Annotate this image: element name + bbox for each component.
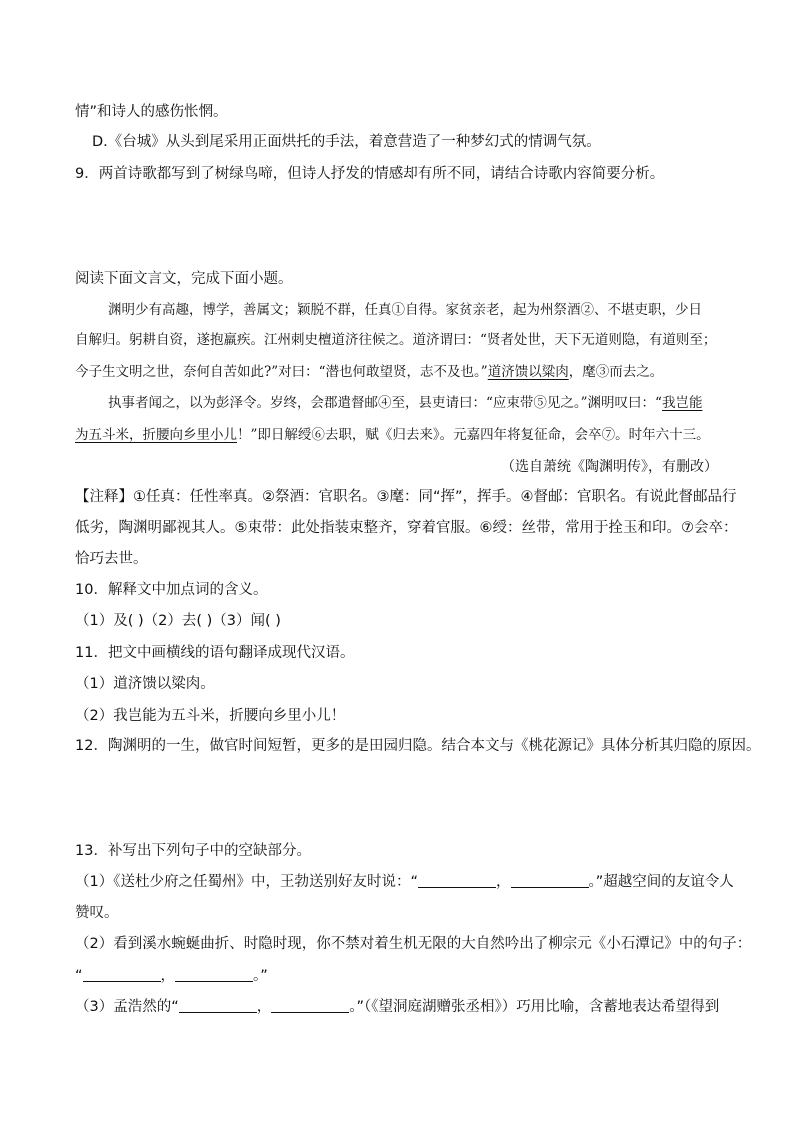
question-11-a: （1）道济馈以粱肉。	[75, 676, 215, 692]
passage-text: ！”即日解绶⑥去职，赋《归去来》。元嘉四年将复征命，会卒⑦。时年六十三。	[237, 427, 710, 443]
passage-line: 自解归。躬耕自资，遂抱羸疾。江州刺史檀道济往候之。道济谓曰：“贤者处世，天下无道则隐，有道则至；	[75, 332, 717, 348]
blank-field[interactable]	[271, 998, 349, 1013]
passage-text: 今子生文明之世，奈何自苦如此?”对曰：“潜也何敢望贤，志不及也。”	[75, 364, 488, 380]
question-13-2-blanks	[75, 966, 268, 986]
passage-source: （选自萧统《陶渊明传》，有删改）	[501, 459, 718, 475]
blank-field[interactable]	[83, 967, 161, 982]
q13-text: 。”	[253, 968, 268, 984]
q13-text: “	[75, 968, 83, 984]
question-13-2: （2）看到溪水蜿蜒曲折、时隐时现，你不禁对着生机无限的大自然吟出了柳宗元《小石潭记》中的句子：	[75, 936, 752, 952]
option-c-tail: 情”和诗人的感伤怅惘。	[75, 104, 228, 120]
question-11-b: （2）我岂能为五斗米，折腰向乡里小儿！	[75, 708, 346, 724]
question-13-1-cont: 赞叹。	[75, 905, 119, 921]
notes-line: 低劣，陶渊明鄙视其人。⑤束带：此处指装束整齐，穿着官服。⑥绶：丝带，常用于拴玉和印。⑦会卒：	[75, 520, 738, 536]
option-d: D.《台城》从头到尾采用正面烘托的手法，着意营造了一种梦幻式的情调气氛。	[92, 134, 601, 150]
passage-line	[108, 393, 702, 413]
reading-instruction: 阅读下面文言文，完成下面小题。	[75, 271, 293, 287]
passage-line	[75, 362, 663, 382]
q13-text: （1）《送杜少府之任蜀州》中，王勃送别好友时说：“	[75, 874, 418, 890]
passage-text: ，麾③而去之。	[568, 364, 664, 380]
notes-line: 【注释】①任真：任性率真。②祭酒：官职名。③麾：同“挥”，挥手。④督邮：官职名。有说此督邮品行	[75, 489, 737, 505]
passage-line	[75, 425, 710, 445]
q13-text: 。”（《望洞庭湖赠张丞相》）巧用比喻，含蓄地表达希望得到	[349, 999, 720, 1015]
question-13-1	[75, 872, 734, 892]
q13-text: ，	[160, 968, 176, 984]
question-10-items: （1）及( )（2）去( )（3）闻( )	[75, 613, 281, 629]
blank-field[interactable]	[175, 967, 253, 982]
question-13: 13．补写出下列句子中的空缺部分。	[75, 843, 311, 859]
passage-line: 渊明少有高趣，博学，善属文；颖脱不群，任真①自得。家贫亲老，起为州祭酒②、不堪吏职，少日	[108, 302, 702, 318]
question-13-3	[75, 997, 719, 1017]
notes-line: 恰巧去世。	[75, 551, 148, 567]
underlined-sentence-1: 道济馈以粱肉	[487, 364, 569, 380]
question-12: 12．陶渊明的一生，做官时间短暂，更多的是田园归隐。结合本文与《桃花源记》具体分析其归隐的原因。	[75, 738, 761, 754]
q13-text: （3）孟浩然的“	[75, 999, 179, 1015]
q13-text: ，	[496, 874, 511, 890]
blank-field[interactable]	[418, 873, 496, 888]
blank-field[interactable]	[179, 998, 257, 1013]
blank-field[interactable]	[511, 873, 589, 888]
question-10: 10．解释文中加点词的含义。	[75, 582, 268, 598]
question-11: 11．把文中画横线的语句翻译成现代汉语。	[75, 645, 355, 661]
q13-text: ，	[256, 999, 272, 1015]
passage-text: 执事者闻之，以为彭泽令。岁终，会郡遣督邮④至，县吏请曰：“应束带⑤见之。”渊明叹曰：“	[108, 395, 662, 411]
underlined-sentence-2b: 为五斗米，折腰向乡里小儿	[75, 427, 237, 443]
question-9: 9．两首诗歌都写到了树绿鸟啼，但诗人抒发的情感却有所不同，请结合诗歌内容简要分析。	[75, 166, 665, 182]
q13-text: 。”超越空间的友谊令人	[588, 874, 734, 890]
underlined-sentence-2a: 我岂能	[661, 395, 703, 411]
